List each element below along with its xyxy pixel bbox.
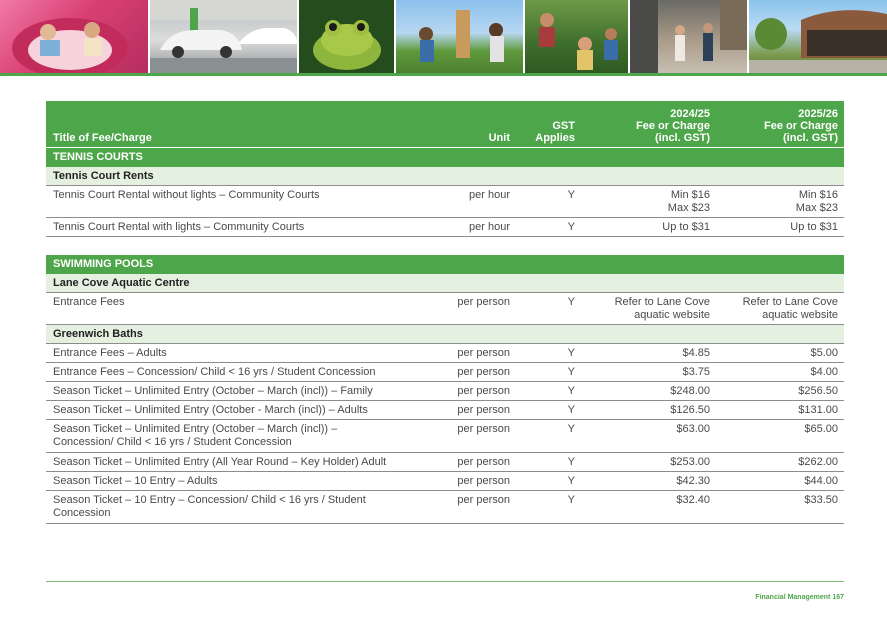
table-row <box>46 218 844 237</box>
header-gst <box>535 120 575 144</box>
row-unit: per person <box>457 347 510 359</box>
row-gst: Y <box>567 423 575 435</box>
row-gst: Y <box>567 456 575 468</box>
table-row <box>46 401 844 420</box>
footer-divider <box>46 581 844 582</box>
row-title: Season Ticket – Unlimited Entry (October - March (incl)) – Adults <box>53 404 368 416</box>
row-fy2526-line2: aquatic website <box>762 309 838 321</box>
row-unit: per person <box>457 456 510 468</box>
row-fy2526: $65.00 <box>804 423 838 435</box>
row-gst: Y <box>567 475 575 487</box>
row-fy2425: Refer to Lane Cove <box>614 296 710 308</box>
row-title-line2: Concession/ Child < 16 yrs / Student Concession <box>53 436 292 448</box>
header-fy2425 <box>636 108 710 144</box>
table-row <box>46 420 844 453</box>
row-fy2425: $126.50 <box>670 404 710 416</box>
row-title-line2: Concession <box>53 507 111 519</box>
row-fy2526: $4.00 <box>810 366 838 378</box>
row-fy2425: $3.75 <box>682 366 710 378</box>
plaza-building-illustration <box>749 0 887 73</box>
row-fy2425: Up to $31 <box>662 221 710 233</box>
park-games-photo <box>396 0 523 73</box>
row-gst: Y <box>567 296 575 308</box>
row-unit: per hour <box>469 221 510 233</box>
row-gst: Y <box>567 366 575 378</box>
street-walkers-photo <box>630 0 748 73</box>
row-gst: Y <box>567 347 575 359</box>
row-gst: Y <box>567 494 575 506</box>
row-unit: per hour <box>469 189 510 201</box>
banner-divider <box>0 73 887 76</box>
subsection-tennis-court-rents: Tennis Court Rents <box>46 167 844 186</box>
header-fy2425-line2: Fee or Charge <box>636 120 710 132</box>
row-fy2526: Refer to Lane Cove <box>742 296 838 308</box>
row-fy2526: Up to $31 <box>790 221 838 233</box>
row-title: Entrance Fees <box>53 296 125 308</box>
row-unit: per person <box>457 423 510 435</box>
park-games-illustration <box>396 0 523 73</box>
row-unit: per person <box>457 296 510 308</box>
row-fy2425: Min $16 <box>670 189 710 201</box>
header-gst-line1: GST <box>552 120 575 132</box>
row-fy2526: $5.00 <box>810 347 838 359</box>
page-footer: Financial Management 167 <box>755 594 844 601</box>
table-row <box>46 363 844 382</box>
row-fy2526: $44.00 <box>804 475 838 487</box>
table-header-row <box>46 101 844 147</box>
kids-reading-illustration <box>0 0 148 73</box>
header-fy2526 <box>764 108 838 144</box>
subsection-greenwich-baths: Greenwich Baths <box>46 325 844 344</box>
row-gst: Y <box>567 404 575 416</box>
row-title: Entrance Fees – Concession/ Child < 16 yrs / Student Concession <box>53 366 376 378</box>
row-gst: Y <box>567 189 575 201</box>
row-title: Season Ticket – Unlimited Entry (October – March (incl)) – <box>53 423 338 435</box>
header-gst-line2: Applies <box>535 132 575 144</box>
header-unit: Unit <box>488 132 510 144</box>
row-title: Entrance Fees – Adults <box>53 347 167 359</box>
fee-table <box>46 101 844 524</box>
header-fy2425-line3: (incl. GST) <box>655 132 710 144</box>
row-title: Tennis Court Rental without lights – Community Courts <box>53 189 320 201</box>
table-row <box>46 186 844 218</box>
table-row <box>46 453 844 472</box>
row-fy2425: $42.30 <box>676 475 710 487</box>
row-title: Season Ticket – Unlimited Entry (All Year Round – Key Holder) Adult <box>53 456 387 468</box>
row-gst: Y <box>567 385 575 397</box>
frog-photo <box>299 0 394 73</box>
row-unit: per person <box>457 475 510 487</box>
street-walkers-illustration <box>630 0 748 73</box>
row-fy2526: $33.50 <box>804 494 838 506</box>
row-unit: per person <box>457 404 510 416</box>
header-fy2526-line2: Fee or Charge <box>764 120 838 132</box>
ev-cars-illustration <box>150 0 298 73</box>
row-fy2425: $248.00 <box>670 385 710 397</box>
row-fy2425: $63.00 <box>676 423 710 435</box>
community-garden-photo <box>525 0 628 73</box>
row-title: Season Ticket – Unlimited Entry (October – March (incl)) – Family <box>53 385 373 397</box>
table-row <box>46 491 844 524</box>
row-fy2425-line2: aquatic website <box>634 309 710 321</box>
row-gst: Y <box>567 221 575 233</box>
row-title: Tennis Court Rental with lights – Community Courts <box>53 221 305 233</box>
row-fy2526: Min $16 <box>798 189 838 201</box>
row-fy2526: $262.00 <box>798 456 838 468</box>
row-title: Season Ticket – 10 Entry – Concession/ Child < 16 yrs / Student <box>53 494 366 506</box>
row-fy2526: $131.00 <box>798 404 838 416</box>
section-gap <box>46 237 844 255</box>
subsection-lane-cove-aquatic-centre: Lane Cove Aquatic Centre <box>46 274 844 293</box>
community-garden-illustration <box>525 0 628 73</box>
row-fy2526-line2: Max $23 <box>795 202 838 214</box>
header-fy2526-line3: (incl. GST) <box>783 132 838 144</box>
row-fy2425-line2: Max $23 <box>667 202 710 214</box>
section-tennis-courts: TENNIS COURTS <box>46 148 844 167</box>
section-swimming-pools: SWIMMING POOLS <box>46 255 844 274</box>
kids-reading-photo <box>0 0 148 73</box>
row-unit: per person <box>457 385 510 397</box>
row-unit: per person <box>457 366 510 378</box>
row-fy2425: $32.40 <box>676 494 710 506</box>
row-fy2425: $253.00 <box>670 456 710 468</box>
header-title: Title of Fee/Charge <box>53 132 152 144</box>
row-title: Season Ticket – 10 Entry – Adults <box>53 475 218 487</box>
row-fy2526: $256.50 <box>798 385 838 397</box>
row-unit: per person <box>457 494 510 506</box>
table-row <box>46 472 844 491</box>
plaza-building-photo <box>749 0 887 73</box>
frog-illustration <box>299 0 394 73</box>
table-row <box>46 344 844 363</box>
header-fy2526-line1: 2025/26 <box>798 108 838 120</box>
photo-banner <box>0 0 887 73</box>
ev-charging-photo <box>150 0 298 73</box>
table-row <box>46 382 844 401</box>
header-fy2425-line1: 2024/25 <box>670 108 710 120</box>
row-fy2425: $4.85 <box>682 347 710 359</box>
table-row <box>46 293 844 325</box>
